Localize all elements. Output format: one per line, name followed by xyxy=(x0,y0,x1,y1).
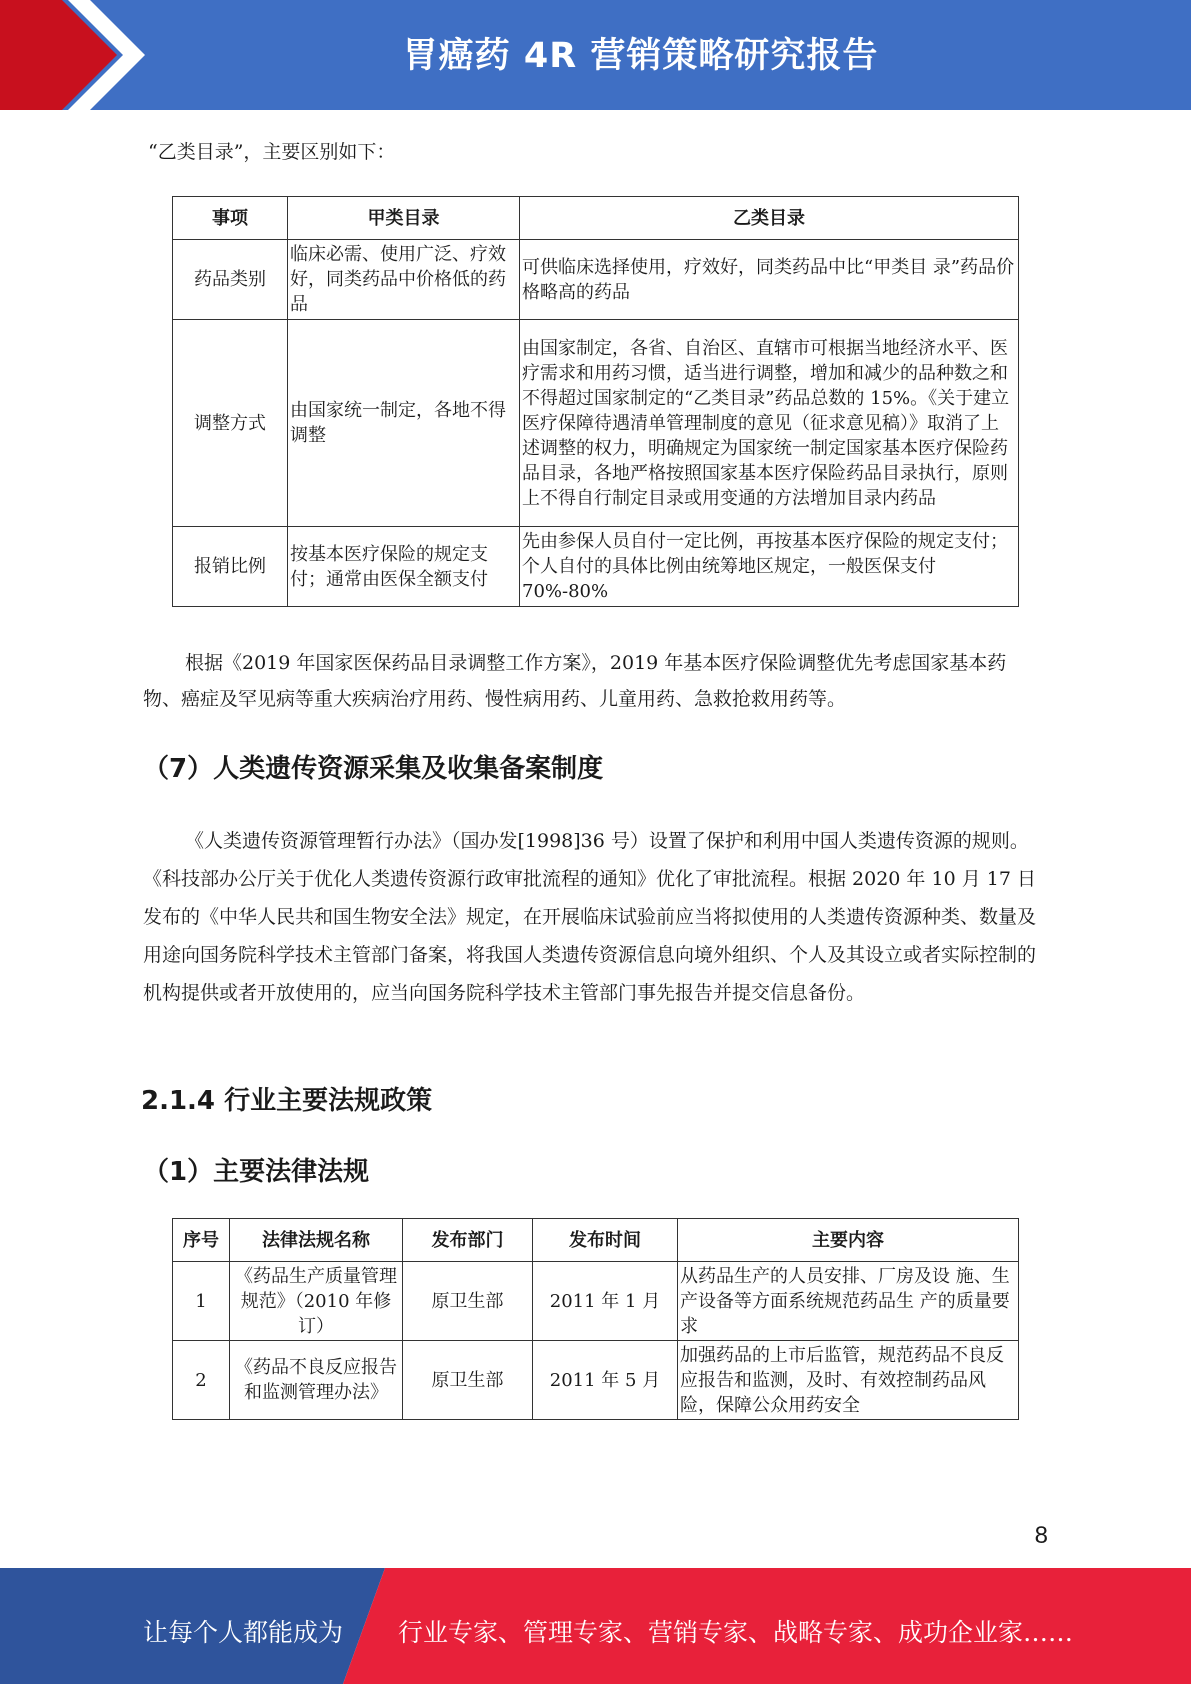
page-number: 8 xyxy=(1034,1522,1048,1549)
table-row xyxy=(173,320,1019,527)
paragraph-drug-catalog: 根据《2019 年国家医保药品目录调整工作方案》，2019 年基本医疗保险调整优先考虑国家基本药物、癌症及罕见病等重大疾病治疗用药、慢性病用药、儿童用药、急救抢救用药等。 xyxy=(143,652,1007,710)
table-header-cell: 乙类目录 xyxy=(520,197,1019,240)
table-cell: 药品类别 xyxy=(173,240,288,320)
table-header-row xyxy=(173,1219,1019,1262)
table-cell: 1 xyxy=(173,1262,230,1341)
catalog-comparison-table xyxy=(172,196,1019,607)
section-heading-2-1-4: 2.1.4 行业主要法规政策 xyxy=(141,1086,433,1116)
table-cell: 原卫生部 xyxy=(403,1341,533,1420)
table-cell: 由国家统一制定，各地不得调整 xyxy=(288,320,520,527)
table-header-cell: 发布部门 xyxy=(403,1219,533,1262)
page-footer xyxy=(0,1568,1191,1684)
footer-slogan-left: 让每个人都能成为 xyxy=(143,1618,344,1647)
table-cell: 报销比例 xyxy=(173,527,288,607)
report-title: 胃癌药 4R 营销策略研究报告 xyxy=(402,36,879,76)
table-header-row xyxy=(173,197,1019,240)
table-header-cell: 发布时间 xyxy=(533,1219,678,1262)
table-header-cell: 甲类目录 xyxy=(288,197,520,240)
paragraph-genetic-resources: 《人类遗传资源管理暂行办法》（国办发[1998]36 号）设置了保护和利用中国人类遗传资源的规则。《科技部办公厅关于优化人类遗传资源行政审批流程的通知》优化了审批流程。根据 2020 年 10 月 17 日发布的《中华人民共和国生物安全法》规定，在开展临床试验前应当将拟使用的人类遗传资源种类、数量及用途向国务院科学技术主管部门备案，将我国人类遗传资源信息向境外组织、个人及其设立或者实际控制的机构提供或者开放使用的，应当向国务院科学技术主管部门事先报告并提交信息备份。 xyxy=(143,830,1037,1004)
table-cell: 《药品生产质量管理规范》（2010 年修订） xyxy=(230,1262,403,1341)
table-cell: 2011 年 5 月 xyxy=(533,1341,678,1420)
table-cell: 《药品不良反应报告和监测管理办法》 xyxy=(230,1341,403,1420)
page-header xyxy=(0,0,1191,110)
table-header-cell: 事项 xyxy=(173,197,288,240)
table-cell: 临床必需、使用广泛、疗效好，同类药品中价格低的药品 xyxy=(288,240,520,320)
table-header-cell: 法律法规名称 xyxy=(230,1219,403,1262)
table-cell: 从药品生产的人员安排、厂房及设 施、生产设备等方面系统规范药品生 产的质量要求 xyxy=(678,1262,1019,1341)
table-row xyxy=(173,527,1019,607)
section-heading-1: （1）主要法律法规 xyxy=(143,1157,370,1187)
intro-line: “乙类目录”，主要区别如下： xyxy=(148,141,396,163)
table-row xyxy=(173,1262,1019,1341)
table-cell: 先由参保人员自付一定比例，再按基本医疗保险的规定支付；个人自付的具体比例由统筹地区规定，一般医保支付 70%-80% xyxy=(520,527,1019,607)
footer-slogan-right: 行业专家、管理专家、营销专家、战略专家、成功企业家…… xyxy=(398,1618,1074,1647)
section-heading-7: （7）人类遗传资源采集及收集备案制度 xyxy=(143,754,604,784)
table-header-cell: 主要内容 xyxy=(678,1219,1019,1262)
table-cell: 按基本医疗保险的规定支付；通常由医保全额支付 xyxy=(288,527,520,607)
table-row xyxy=(173,1341,1019,1420)
laws-regulations-table xyxy=(172,1218,1019,1420)
table-cell: 原卫生部 xyxy=(403,1262,533,1341)
table-cell: 加强药品的上市后监管，规范药品不良反应报告和监测，及时、有效控制药品风险，保障公众用药安全 xyxy=(678,1341,1019,1420)
table-cell: 2 xyxy=(173,1341,230,1420)
table-cell: 可供临床选择使用，疗效好，同类药品中比“甲类目 录”药品价格略高的药品 xyxy=(520,240,1019,320)
table-cell: 调整方式 xyxy=(173,320,288,527)
table-cell: 由国家制定，各省、自治区、直辖市可根据当地经济水平、医疗需求和用药习惯，适当进行调整，增加和减少的品种数之和不得超过国家制定的“乙类目录”药品总数的 15%。《关于建立医疗保障待遇清单管理制度的意见（征求意见稿）》取消了上述调整的权力，明确规定为国家统一制定国家基本医疗保险药品目录，各地严格按照国家基本医疗保险药品目录执行，原则上不得自行制定目录或用变通的方法增加目录内药品 xyxy=(520,320,1019,527)
table-row xyxy=(173,240,1019,320)
table-header-cell: 序号 xyxy=(173,1219,230,1262)
table-cell: 2011 年 1 月 xyxy=(533,1262,678,1341)
